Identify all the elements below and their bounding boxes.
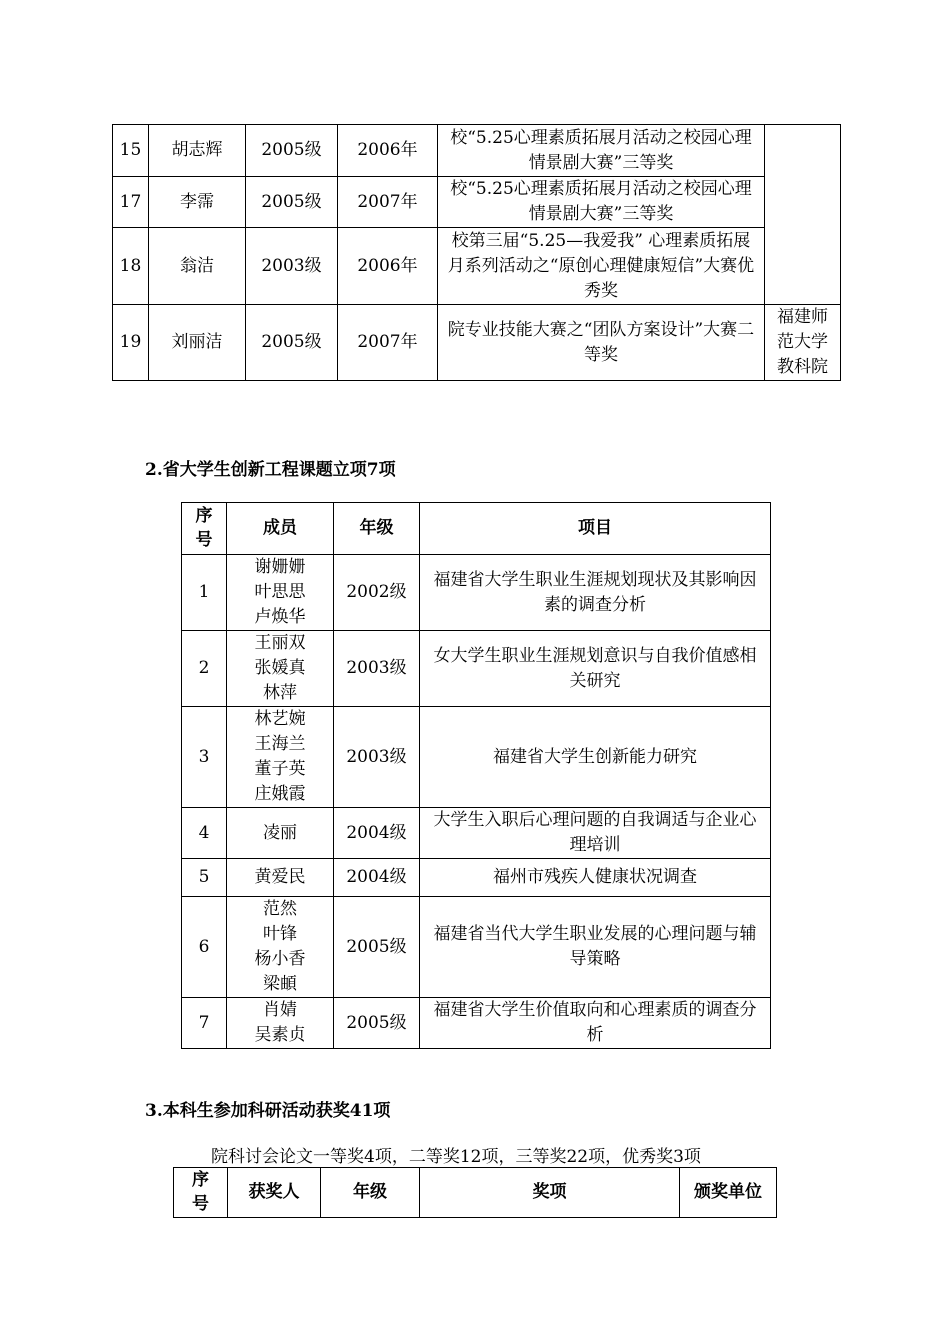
grade: 2004级 bbox=[334, 808, 420, 859]
header-project: 项目 bbox=[420, 503, 771, 555]
members: 黄爱民 bbox=[227, 859, 334, 897]
award-title: 校第三届“5.25—我爱我” 心理素质拓展月系列活动之“原创心理健康短信”大赛优秀奖 bbox=[438, 228, 765, 305]
winner-name: 胡志辉 bbox=[149, 125, 246, 177]
innovation-projects-body bbox=[182, 555, 771, 1049]
table-row bbox=[182, 631, 771, 707]
section-2-heading: 2.省大学生创新工程课题立项7项 bbox=[145, 460, 396, 480]
table-header-row bbox=[174, 1168, 777, 1218]
award-year: 2007年 bbox=[338, 177, 438, 228]
grade: 2005级 bbox=[246, 177, 338, 228]
header-unit: 颁奖单位 bbox=[680, 1168, 777, 1218]
table-row bbox=[182, 555, 771, 631]
table-row bbox=[113, 228, 841, 305]
members: 林艺婉 王海兰 董子英 庄娥霞 bbox=[227, 707, 334, 808]
section-3-heading: 3.本科生参加科研活动获奖41项 bbox=[145, 1101, 391, 1121]
table-row bbox=[113, 177, 841, 228]
members: 肖婧 吴素贞 bbox=[227, 998, 334, 1049]
project-title: 福州市残疾人健康状况调查 bbox=[420, 859, 771, 897]
members: 凌丽 bbox=[227, 808, 334, 859]
grade: 2003级 bbox=[246, 228, 338, 305]
row-number: 6 bbox=[182, 897, 227, 998]
award-unit: 福建师范大学教科院 bbox=[765, 305, 841, 381]
row-number: 3 bbox=[182, 707, 227, 808]
grade: 2004级 bbox=[334, 859, 420, 897]
table-row bbox=[182, 859, 771, 897]
grade: 2005级 bbox=[246, 305, 338, 381]
grade: 2005级 bbox=[334, 998, 420, 1049]
header-no bbox=[182, 503, 227, 555]
awards-table-body bbox=[113, 125, 841, 381]
grade: 2005级 bbox=[246, 125, 338, 177]
grade: 2003级 bbox=[334, 707, 420, 808]
header-no bbox=[174, 1168, 228, 1218]
project-title: 女大学生职业生涯规划意识与自我价值感相关研究 bbox=[420, 631, 771, 707]
table-row bbox=[182, 897, 771, 998]
project-title: 福建省当代大学生职业发展的心理问题与辅导策略 bbox=[420, 897, 771, 998]
table-row bbox=[182, 707, 771, 808]
award-title: 校“5.25心理素质拓展月活动之校园心理情景剧大赛”三等奖 bbox=[438, 125, 765, 177]
awards-table-continued bbox=[112, 124, 841, 381]
header-no-text: 序号 bbox=[192, 1170, 209, 1214]
row-number: 15 bbox=[113, 125, 149, 177]
grade: 2005级 bbox=[334, 897, 420, 998]
project-title: 大学生入职后心理问题的自我调适与企业心理培训 bbox=[420, 808, 771, 859]
row-number: 4 bbox=[182, 808, 227, 859]
row-number: 18 bbox=[113, 228, 149, 305]
award-year: 2006年 bbox=[338, 228, 438, 305]
project-title: 福建省大学生职业生涯规划现状及其影响因素的调查分析 bbox=[420, 555, 771, 631]
grade: 2003级 bbox=[334, 631, 420, 707]
table-row bbox=[113, 305, 841, 381]
award-title: 校“5.25心理素质拓展月活动之校园心理情景剧大赛”三等奖 bbox=[438, 177, 765, 228]
award-title: 院专业技能大赛之“团队方案设计”大赛二等奖 bbox=[438, 305, 765, 381]
members: 范然 叶锋 杨小香 梁頔 bbox=[227, 897, 334, 998]
innovation-projects-table bbox=[181, 502, 771, 1049]
project-title: 福建省大学生创新能力研究 bbox=[420, 707, 771, 808]
row-number: 7 bbox=[182, 998, 227, 1049]
members: 谢姗姗 叶思思 卢焕华 bbox=[227, 555, 334, 631]
winner-name: 李霈 bbox=[149, 177, 246, 228]
award-year: 2007年 bbox=[338, 305, 438, 381]
header-grade: 年级 bbox=[334, 503, 420, 555]
winner-name: 刘丽洁 bbox=[149, 305, 246, 381]
award-year: 2006年 bbox=[338, 125, 438, 177]
row-number: 19 bbox=[113, 305, 149, 381]
grade: 2002级 bbox=[334, 555, 420, 631]
section-3-note: 院科讨会论文一等奖4项，二等奖12项，三等奖22项，优秀奖3项 bbox=[211, 1147, 701, 1167]
row-number: 5 bbox=[182, 859, 227, 897]
table-row bbox=[182, 998, 771, 1049]
table-row bbox=[182, 808, 771, 859]
row-number: 2 bbox=[182, 631, 227, 707]
research-awards-table bbox=[173, 1167, 777, 1218]
header-members: 成员 bbox=[227, 503, 334, 555]
header-winner: 获奖人 bbox=[228, 1168, 321, 1218]
header-award: 奖项 bbox=[420, 1168, 680, 1218]
project-title: 福建省大学生价值取向和心理素质的调查分析 bbox=[420, 998, 771, 1049]
table-header-row bbox=[182, 503, 771, 555]
header-no-text: 序号 bbox=[195, 506, 213, 550]
header-grade: 年级 bbox=[321, 1168, 420, 1218]
award-unit bbox=[765, 125, 841, 305]
members: 王丽双 张媛真 林萍 bbox=[227, 631, 334, 707]
winner-name: 翁洁 bbox=[149, 228, 246, 305]
row-number: 1 bbox=[182, 555, 227, 631]
table-row bbox=[113, 125, 841, 177]
row-number: 17 bbox=[113, 177, 149, 228]
